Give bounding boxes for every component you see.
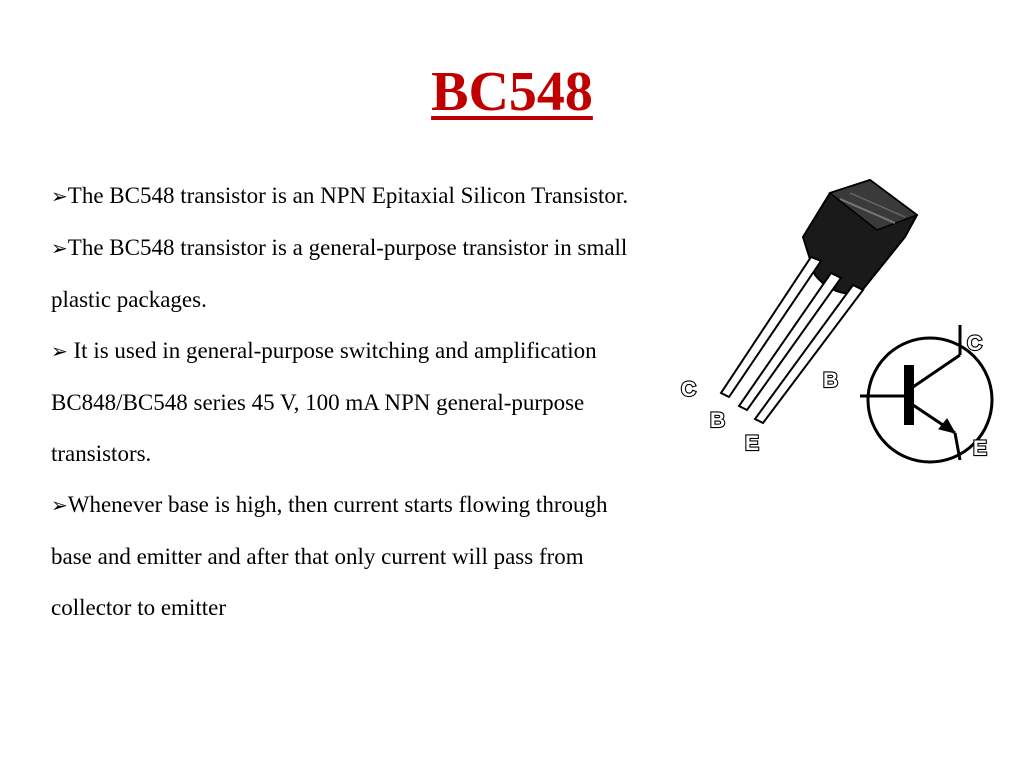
package-pin-label-b: B — [710, 409, 726, 432]
slide-title: BC548 — [431, 61, 593, 123]
bullet-text: The BC548 transistor is a general-purpose transistor in small plastic packages. — [51, 235, 628, 312]
bullet-item — [51, 170, 631, 222]
package-pin-label-c: C — [681, 378, 697, 401]
bullet-item — [51, 479, 631, 633]
transistor-figure — [655, 175, 1005, 465]
transistor-package-icon — [721, 180, 917, 423]
bullet-item — [51, 325, 631, 479]
bullet-item — [51, 222, 631, 325]
arrow-bullet-icon: ➢ — [51, 236, 68, 260]
arrow-bullet-icon: ➢ — [51, 339, 68, 363]
bullet-text: Whenever base is high, then current starts flowing through base and emitter and after that only current will pass from collector to emitter — [51, 492, 608, 620]
symbol-pin-label-b: B — [823, 369, 839, 392]
bullet-text: It is used in general-purpose switching and amplification BC848/BC548 series 45 V, 100 mA NPN general-purpose transistors. — [51, 338, 597, 466]
symbol-pin-label-c: C — [967, 332, 983, 355]
package-pin-label-e: E — [745, 432, 760, 455]
arrow-bullet-icon: ➢ — [51, 184, 68, 208]
symbol-pin-label-e: E — [973, 437, 988, 460]
arrow-bullet-icon: ➢ — [51, 493, 68, 517]
bullet-list — [51, 170, 631, 633]
bullet-text: The BC548 transistor is an NPN Epitaxial Silicon Transistor. — [67, 183, 629, 208]
